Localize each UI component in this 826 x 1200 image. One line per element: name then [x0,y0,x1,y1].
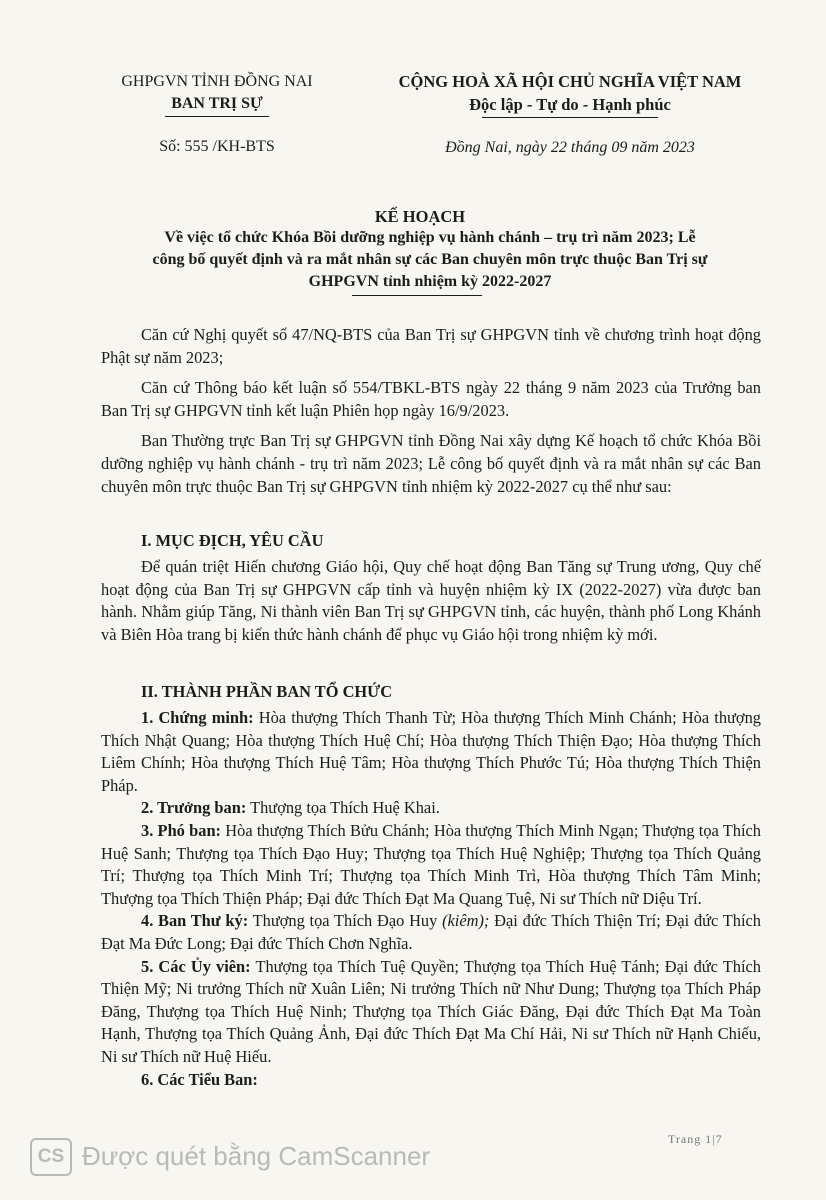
member-item [101,820,761,910]
member-item-text: Thượng tọa Thích Huệ Khai. [246,798,440,818]
member-item [101,797,761,820]
member-item-label: 1. Chứng minh: [141,708,254,727]
section-1-body [101,556,761,646]
member-item [101,1069,761,1092]
member-item [101,956,761,1069]
preamble-paragraph-2: Căn cứ Thông báo kết luận số 554/TBKL-BTS ngày 22 tháng 9 năm 2023 của Trưởng ban Ban Trị sự GHPGVN tỉnh kết luận Phiên họp ngày 16/9/2023. [101,378,761,420]
doc-subtitle-line-1: Về việc tổ chức Khóa Bồi dưỡng nghiệp vụ hành chánh – trụ trì năm 2023; Lễ [164,229,696,246]
section-2-heading: II. THÀNH PHẦN BAN TỔ CHỨC [141,682,393,701]
preamble [101,324,761,498]
member-item-label: 5. Các Ủy viên: [141,956,251,976]
section-1-paragraph: Để quán triệt Hiến chương Giáo hội, Quy chế hoạt động Ban Tăng sự Trung ương, Quy chế hoạt động của Ban Trị sự GHPGVN cấp tỉnh và huyện nhiệm kỳ IX (2022-2027) vừa được ban hành. Nhằm giúp Tăng, Ni thành viên Ban Trị sự GHPGVN tỉnh, các huyện, thành phố Long Khánh và Biên Hòa trang bị kiến thức hành chánh để phục vụ Giáo hội trong nhiệm kỳ mới. [101,557,761,644]
section-2-body [101,707,761,1091]
member-item-label: 2. Trưởng ban: [141,798,247,818]
place-date: Đồng Nai, ngày 22 tháng 09 năm 2023 [445,139,695,156]
camscanner-logo-icon: CS [30,1138,72,1176]
section-1-heading: I. MỤC ĐỊCH, YÊU CẦU [141,531,324,550]
nation-motto: Độc lập - Tự do - Hạnh phúc [469,95,671,114]
member-item-text: Hòa thượng Thích Bửu Chánh; Hòa thượng Thích Minh Ngạn; Thượng tọa Thích Huệ Sanh; Thượng tọa Thích Đạo Huy; Thượng tọa Thích Huệ Nghiệp; Thượng tọa Thích Quảng Trí; Thượng tọa Thích Minh Trí; Thượng tọa Thích Minh Trì, Hòa thượng Thích Tâm Minh; Thượng tọa Thích Thiện Pháp; Đại đức Thích Đạt Ma Quang Tuệ, Ni sư Thích nữ Diệu Trí. [101,820,761,908]
camscanner-watermark: Được quét bằng CamScanner [82,1141,431,1171]
doc-subtitle-line-2: công bố quyết định và ra mắt nhân sự các Ban chuyên môn trực thuộc Ban Trị sự [152,251,708,268]
member-item-label: 4. Ban Thư ký: [141,911,249,931]
member-item-text: Đại đức Thích Thiện Trí; Đại đức Thích Đạt Ma Đức Long; Đại đức Thích Chơn Nghĩa. [101,911,761,953]
member-item-text: Thượng tọa Thích Đạo Huy [248,911,443,931]
member-item-note: (kiêm); [442,911,490,931]
doc-title: KẾ HOẠCH [374,207,466,226]
doc-subtitle-line-3: GHPGVN tỉnh nhiệm kỳ 2022-2027 [308,273,552,290]
preamble-paragraph-3: Ban Thường trực Ban Trị sự GHPGVN tỉnh Đồng Nai xây dựng Kế hoạch tổ chức Khóa Bồi dưỡng nghiệp vụ hành chánh - trụ trì năm 2023; Lễ công bố quyết định và ra mắt nhân sự các Ban chuyên môn trực thuộc Ban Trị sự GHPGVN tỉnh nhiệm kỳ 2022-2027 cụ thể như sau: [101,431,761,496]
member-item-text: Thượng tọa Thích Tuệ Quyền; Thượng tọa Thích Huệ Tánh; Đại đức Thích Thiện Mỹ; Ni trưởng Thích nữ Xuân Liên; Ni trưởng Thích nữ Như Dung; Thượng tọa Thích Pháp Đăng, Thượng tọa Thích Huệ Ninh; Thượng tọa Thích Giác Đăng, Đại đức Thích Đạt Ma Toàn Hạnh, Thượng tọa Thích Quảng Ảnh, Đại đức Thích Đạt Ma Chí Hải, Ni sư Thích nữ Hạnh Chiếu, Ni sư Thích nữ Huệ Hiếu. [101,956,761,1066]
member-item [101,910,761,955]
member-item-label: 6. Các Tiểu Ban: [141,1069,258,1089]
member-item-text: Hòa thượng Thích Thanh Từ; Hòa thượng Thích Minh Chánh; Hòa thượng Thích Nhật Quang; Hòa thượng Thích Huệ Chí; Hòa thượng Thích Thiện Đạo; Hòa thượng Thích Liêm Chính; Hòa thượng Thích Huệ Tâm; Hòa thượng Thích Phước Tú; Hòa thượng Thích Thiện Pháp. [101,708,761,795]
doc-number: Số: 555 /KH-BTS [159,138,275,155]
org-underline [165,116,269,117]
title-underline [352,295,482,296]
preamble-paragraph-1: Căn cứ Nghị quyết số 47/NQ-BTS của Ban Trị sự GHPGVN tỉnh về chương trình hoạt động Phật sự năm 2023; [101,325,761,367]
org-name: GHPGVN TỈNH ĐỒNG NAI [121,73,313,90]
page-number: Trang 1|7 [668,1132,723,1146]
org-sub-name: BAN TRỊ SỰ [171,95,263,112]
member-item-label: 3. Phó ban: [141,820,222,840]
member-item [101,707,761,797]
motto-underline [482,117,658,118]
nation-title: CỘNG HOÀ XÃ HỘI CHỦ NGHĨA VIỆT NAM [398,72,742,91]
